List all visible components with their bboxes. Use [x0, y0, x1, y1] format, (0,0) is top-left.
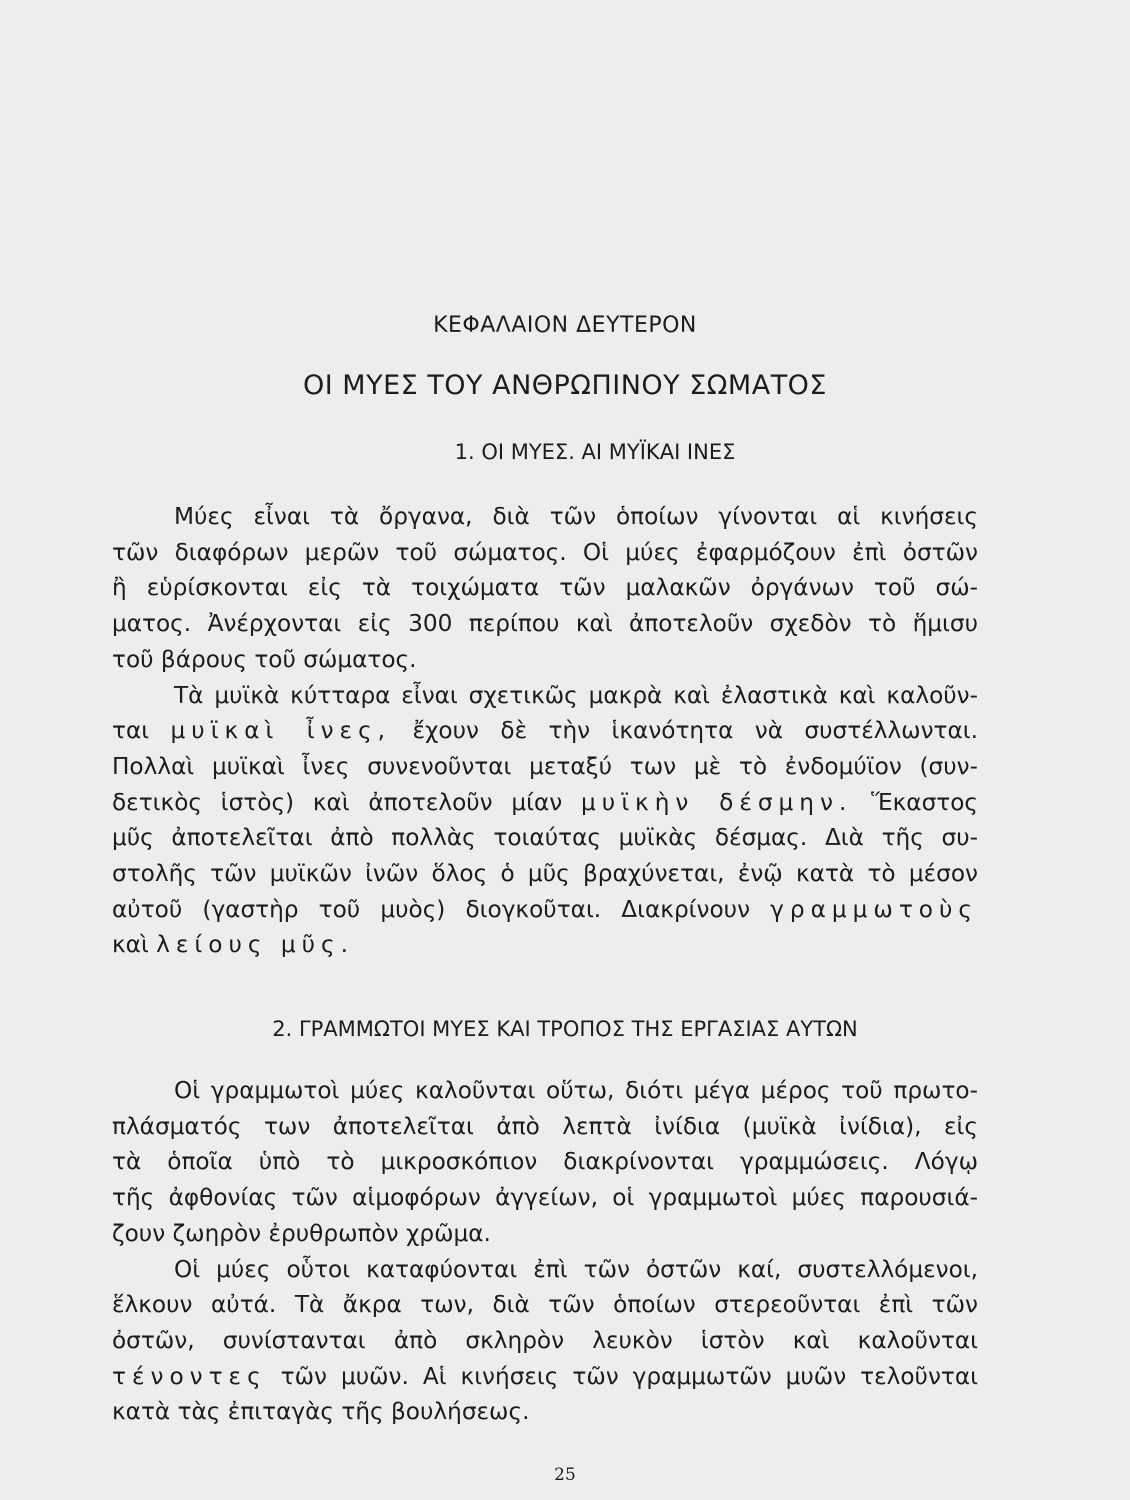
text-line: μῦς ἀποτελεῖται ἀπὸ πολλὰς τοιαύτας μυϊκὰς δέσμας. Διὰ τῆς συ-	[112, 824, 978, 852]
text-fragment: δετικὸς ἱστὸς) καὶ ἀποτελοῦν μίαν	[112, 788, 563, 816]
text-line: ἢ εὑρίσκονται εἰς τὰ τοιχώματα τῶν μαλακῶν ὀργάνων τοῦ σώ-	[112, 574, 978, 602]
text-line: τῶν διαφόρων μερῶν τοῦ σώματος. Οἱ μύες ἐφαρμόζουν ἐπὶ ὀστῶν	[112, 538, 978, 566]
text-line: Μύες εἶναι τὰ ὄργανα, διὰ τῶν ὁποίων γίνονται αἱ κινήσεις	[174, 503, 978, 530]
text-line: Οἱ μύες οὗτοι καταφύονται ἐπὶ τῶν ὀστῶν καί, συστελλόμενοι,	[174, 1255, 978, 1283]
page-number: 25	[554, 1465, 576, 1485]
text-line: ζουν ζωηρὸν ἐρυθρωπὸν χρῶμα.	[112, 1219, 491, 1247]
section-1-body	[112, 499, 978, 963]
text-fragment: καὶ	[112, 931, 149, 959]
text-fragment: τῶν μυῶν. Αἱ κινήσεις τῶν γραμμωτῶν μυῶν τελοῦνται	[280, 1362, 978, 1390]
text-line	[112, 927, 978, 963]
text-line: Πολλαὶ μυϊκαὶ ἶνες συνενοῦνται μεταξύ των μὲ τὸ ἐνδομύϊον (συν-	[112, 752, 978, 780]
text-line: τοῦ βάρους τοῦ σώματος.	[112, 645, 417, 673]
section-1-heading: 1. ΟΙ ΜΥΕΣ. ΑΙ ΜΥΪΚΑΙ ΙΝΕΣ	[454, 440, 736, 464]
paragraph	[112, 678, 978, 964]
chapter-title: ΟΙ ΜΥΕΣ ΤΟΥ ΑΝΘΡΩΠΙΝΟΥ ΣΩΜΑΤΟΣ	[303, 370, 827, 401]
text-line	[112, 892, 978, 928]
paragraph	[112, 1073, 978, 1252]
text-line: κατὰ τὰς ἐπιταγὰς τῆς βουλήσεως.	[112, 1398, 530, 1426]
text-fragment: ται	[112, 717, 150, 745]
spaced-term: μυϊκὴν δέσμην.	[581, 788, 853, 816]
chapter-label: ΚΕΦΑΛΑΙΟΝ ΔΕΥΤΕΡΟΝ	[433, 313, 697, 338]
text-line: ὀστῶν, συνίστανται ἀπὸ σκληρὸν λευκὸν ἱστὸν καὶ καλοῦνται	[112, 1326, 978, 1354]
text-line: στολῆς τῶν μυϊκῶν ἰνῶν ὅλος ὁ μῦς βραχύνεται, ἐνῷ κατὰ τὸ μέσον	[112, 860, 978, 888]
text-line: ματος. Ἀνέρχονται εἰς 300 περίπου καὶ ἀποτελοῦν σχεδὸν τὸ ἥμισυ	[112, 610, 978, 638]
text-line: τὰ ὁποῖα ὑπὸ τὸ μικροσκόπιον διακρίνονται γραμμώσεις. Λόγῳ	[112, 1148, 978, 1176]
text-line: τῆς ἀφθονίας τῶν αἱμοφόρων ἀγγείων, οἱ γραμμωτοὶ μύες παρουσιά-	[112, 1184, 978, 1212]
text-line	[112, 785, 978, 821]
text-line: πλάσματός των ἀποτελεῖται ἀπὸ λεπτὰ ἰνίδια (μυϊκὰ ἰνίδια), εἰς	[112, 1112, 978, 1140]
text-fragment: Ἕκαστος	[871, 788, 979, 816]
text-line: Τὰ μυϊκὰ κύτταρα εἶναι σχετικῶς μακρὰ καὶ ἐλαστικὰ καὶ καλοῦν-	[174, 681, 978, 709]
text-line: ἕλκουν αὐτά. Τὰ ἄκρα των, διὰ τῶν ὁποίων στερεοῦνται ἐπὶ τῶν	[112, 1291, 978, 1319]
paragraph	[112, 1252, 978, 1431]
spaced-term: μυϊκαὶ ἶνες,	[170, 717, 392, 745]
spaced-term: τένοντες	[112, 1362, 267, 1390]
spaced-term: γραμμωτοὺς	[770, 895, 978, 923]
section-2-heading: 2. ΓΡΑΜΜΩΤΟΙ ΜΥΕΣ ΚΑΙ ΤΡΟΠΟΣ ΤΗΣ ΕΡΓΑΣΙΑΣ ΑΥΤΩΝ	[272, 1017, 858, 1041]
paragraph	[112, 499, 978, 678]
text-line: Οἱ γραμμωτοὶ μύες καλοῦνται οὕτω, διότι μέγα μέρος τοῦ πρωτο-	[174, 1077, 978, 1104]
section-2-body	[112, 1073, 978, 1430]
text-fragment: ἔχουν δὲ τὴν ἱκανότητα νὰ συστέλλωνται.	[412, 717, 979, 745]
text-fragment: αὐτοῦ (γαστὴρ τοῦ μυὸς) διογκοῦται. Διακρίνουν	[112, 895, 751, 923]
spaced-term: λείους μῦς.	[156, 931, 355, 959]
text-line	[112, 1359, 978, 1395]
text-line	[112, 713, 978, 749]
